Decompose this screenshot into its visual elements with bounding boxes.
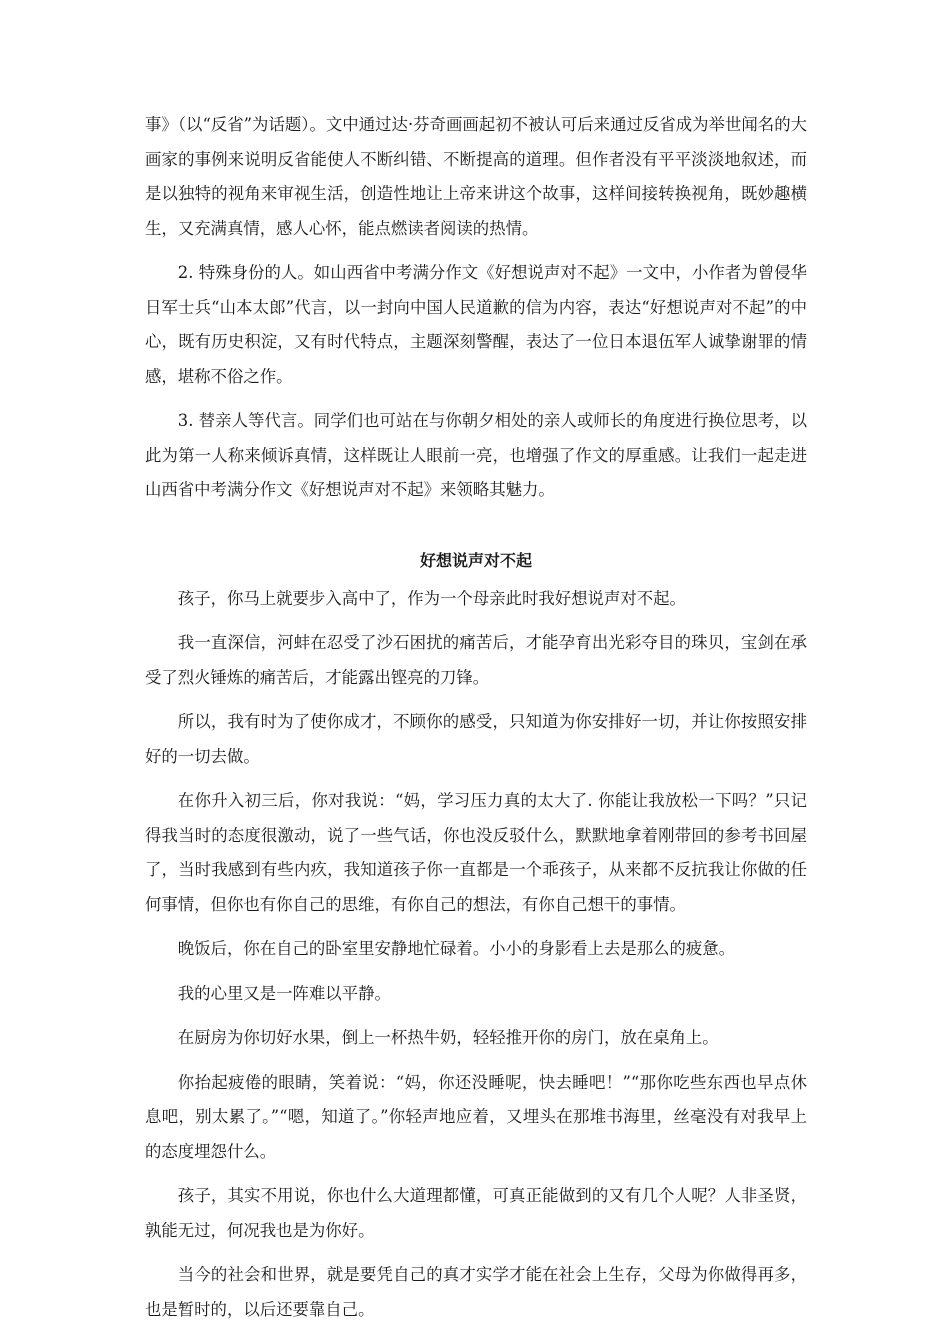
essay-paragraph-9: 孩子，其实不用说，你也什么大道理都懂，可真正能做到的又有几个人呢？人非圣贤，孰能无过，何况我也是为你好。 <box>145 1186 807 1240</box>
essay-paragraph-6: 我的心里又是一阵难以平静。 <box>177 983 391 1003</box>
essay-paragraph-2: 我一直深信，河蚌在忍受了沙石困扰的痛苦后，才能孕育出光彩夺目的珠贝，宝剑在承受了烈火锤炼的痛苦后，才能露出铿亮的刀锋。 <box>145 633 807 687</box>
essay-paragraph-3: 所以，我有时为了使你成才，不顾你的感受，只知道为你安排好一切，并让你按照安排好的一切去做。 <box>145 712 807 766</box>
intro-paragraph-2: 2. 特殊身份的人。如山西省中考满分作文《好想说声对不起》一文中，小作者为曾侵华日军士兵“山本太郎”代言，以一封向中国人民道歉的信为内容，表达“好想说声对不起”的中心，既有历史积淀，又有时代特点，主题深刻警醒，表达了一位日本退伍军人诚挚谢罪的情感，堪称不俗之作。 <box>145 263 807 386</box>
essay-paragraph-7: 在厨房为你切好水果，倒上一杯热牛奶，轻轻推开你的房门，放在桌角上。 <box>177 1028 719 1047</box>
essay-paragraph-5: 晚饭后，你在自己的卧室里安静地忙碌着。小小的身影看上去是那么的疲惫。 <box>177 939 736 958</box>
essay-title: 好想说声对不起 <box>419 550 532 570</box>
essay-paragraph-8: 你抬起疲倦的眼睛，笑着说：“妈，你还没睡呢，快去睡吧！”“那你吃些东西也早点休息吧，别太累了。”“嗯，知道了。”你轻声地应着，又埋头在那堆书海里，丝毫没有对我早上的态度埋怨什么。 <box>145 1072 807 1161</box>
intro-paragraph-1: 事》（以“反省”为话题）。文中通过达·芬奇画画起初不被认可后来通过反省成为举世闻名的大画家的事例来说明反省能使人不断纠错、不断提高的道理。但作者没有平平淡淡地叙述，而是以独特的视角来审视生活，创造性地让上帝来讲这个故事，这样间接转换视角，既妙趣横生，又充满真情，感人心怀，能点燃读者阅读的热情。 <box>145 115 807 238</box>
essay-paragraph-10: 当今的社会和世界，就是要凭自己的真才实学才能在社会上生存，父母为你做得再多，也是暂时的，以后还要靠自己。 <box>145 1265 807 1319</box>
essay-paragraph-4: 在你升入初三后，你对我说：“妈，学习压力真的太大了. 你能让我放松一下吗？”只记得我当时的态度很激动，说了一些气话，你也没反驳什么，默默地拿着刚带回的参考书回屋了，当时我感到有些内疚，我知道孩子你一直都是一个乖孩子，从来都不反抗我让你做的任何事情，但你也有你自己的思维，有你自己的想法，有你自己想干的事情。 <box>145 791 807 914</box>
essay-paragraph-1: 孩子，你马上就要步入高中了，作为一个母亲此时我好想说声对不起。 <box>177 588 686 608</box>
intro-paragraph-3: 3. 替亲人等代言。同学们也可站在与你朝夕相处的亲人或师长的角度进行换位思考，以此为第一人称来倾诉真情，这样既让人眼前一亮，也增强了作文的厚重感。让我们一起走进山西省中考满分作文《好想说声对不起》来领略其魅力。 <box>145 411 807 499</box>
